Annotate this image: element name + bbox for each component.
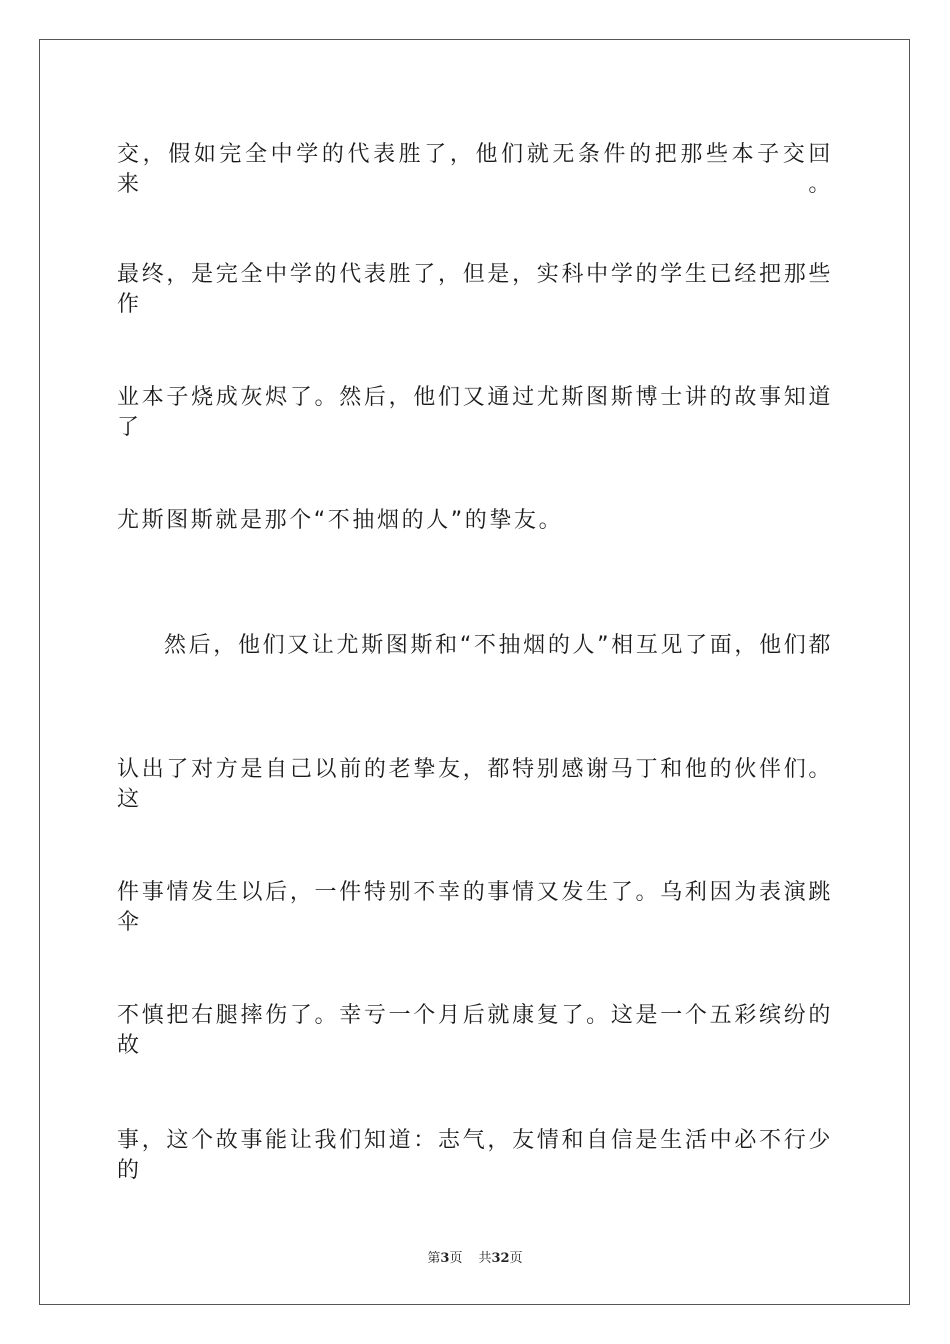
text-line-4: 尤斯图斯就是那个“不抽烟的人”的挚友。 [117, 508, 564, 533]
page-number: 3 [440, 1251, 450, 1266]
total-unit: 页 [509, 1251, 523, 1266]
page-footer [0, 1247, 950, 1266]
text-line-1: 交，假如完全中学的代表胜了，他们就无条件的把那些本子交回来。 [117, 142, 833, 197]
total-prefix: 共 [478, 1251, 492, 1266]
text-line-8: 不慎把右腿摔伤了。幸亏一个月后就康复了。这是一个五彩缤纷的故 [117, 1003, 833, 1058]
page-unit: 页 [449, 1251, 463, 1266]
page-border [39, 39, 910, 1305]
text-line-7: 件事情发生以后，一件特别不幸的事情又发生了。乌利因为表演跳伞 [117, 880, 833, 935]
text-line-5: 然后，他们又让尤斯图斯和“不抽烟的人”相互见了面，他们都 [164, 633, 833, 658]
text-line-2: 最终，是完全中学的代表胜了，但是，实科中学的学生已经把那些作 [117, 262, 833, 317]
page-prefix: 第 [427, 1251, 441, 1266]
text-line-3: 业本子烧成灰烬了。然后，他们又通过尤斯图斯博士讲的故事知道了 [117, 385, 833, 440]
text-line-9: 事，这个故事能让我们知道：志气，友情和自信是生活中必不行少的 [117, 1128, 833, 1183]
text-line-6: 认出了对方是自己以前的老挚友，都特别感谢马丁和他的伙伴们。这 [117, 757, 833, 812]
page-total: 32 [491, 1251, 510, 1266]
